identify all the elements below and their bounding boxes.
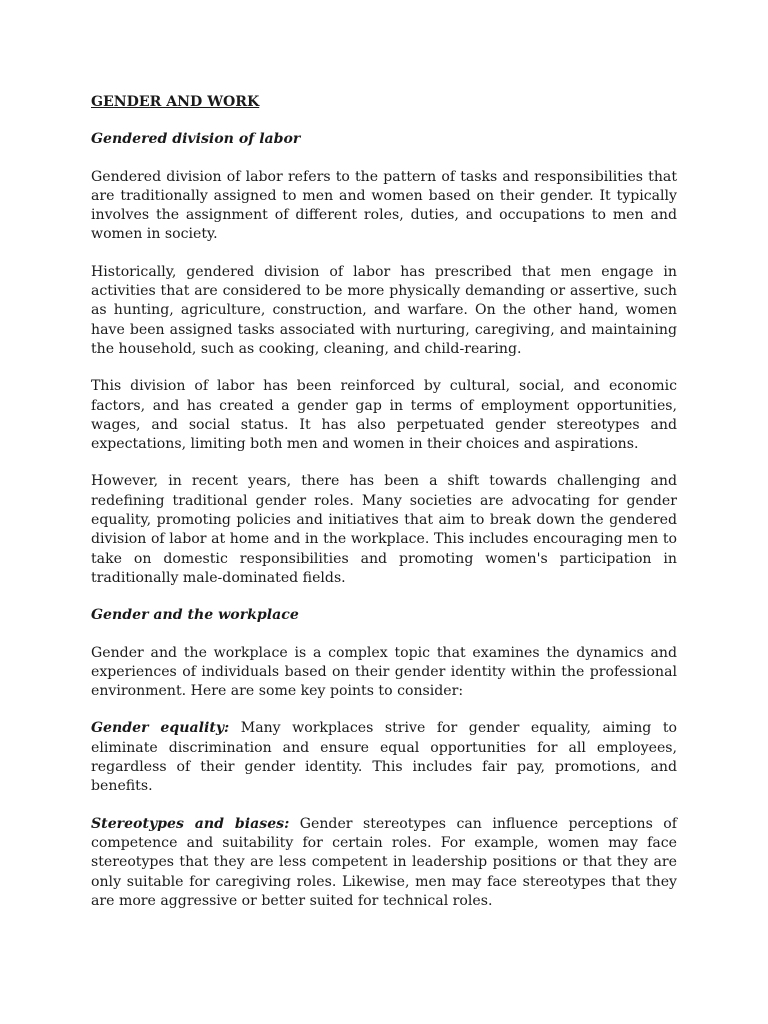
paragraph: This division of labor has been reinforced by cultural, social, and economic factors, and has created a gender gap in terms of employment opportunities, wages, and social status. It has also perpetuated gender stereotypes and expectations, limiting both men and women in their choices and aspirations.	[91, 378, 677, 453]
key-point-term: Gender equality:	[91, 720, 230, 737]
paragraph: However, in recent years, there has been a shift towards challenging and redefining traditional gender roles. Many societies are advocating for gender equality, promoting policies and initiatives that aim to break down the gendered division of labor at home and in the workplace. This includes encouraging men to take on domestic responsibilities and promoting women's participation in traditionally male-dominated fields.	[91, 473, 677, 586]
paragraph: Gendered division of labor refers to the pattern of tasks and responsibilities that are traditionally assigned to men and women based on their gender. It typically involves the assignment of different roles, duties, and occupations to men and women in society.	[91, 168, 677, 243]
paragraph: Gender and the workplace is a complex topic that examines the dynamics and experiences of individuals based on their gender identity within the professional environment. Here are some key points to consider:	[91, 644, 677, 700]
section-heading-gendered-division: Gendered division of labor	[91, 131, 301, 148]
key-point-gender-equality	[91, 719, 677, 796]
document-title: GENDER AND WORK	[91, 94, 260, 110]
key-point-term: Stereotypes and biases:	[91, 815, 290, 832]
key-point-text: Many workplaces strive for gender equality, aiming to eliminate discrimination and ensure equal opportunities for all employees, regardless of their gender identity. This includes fair pay, promotions, and benefits.	[91, 720, 677, 795]
section-heading-gender-workplace: Gender and the workplace	[91, 607, 299, 624]
paragraph: Historically, gendered division of labor has prescribed that men engage in activities that are considered to be more physically demanding or assertive, such as hunting, agriculture, construction, and warfare. On the other hand, women have been assigned tasks associated with nurturing, caregiving, and maintaining the household, such as cooking, cleaning, and child-rearing.	[91, 263, 677, 357]
key-point-text: Gender stereotypes can influence perceptions of competence and suitability for certain roles. For example, women may face stereotypes that they are less competent in leadership positions or that they are only suitable for caregiving roles. Likewise, men may face stereotypes that they are more aggressive or better suited for technical roles.	[91, 815, 677, 909]
document-page	[91, 93, 677, 911]
key-point-stereotypes	[91, 815, 677, 911]
